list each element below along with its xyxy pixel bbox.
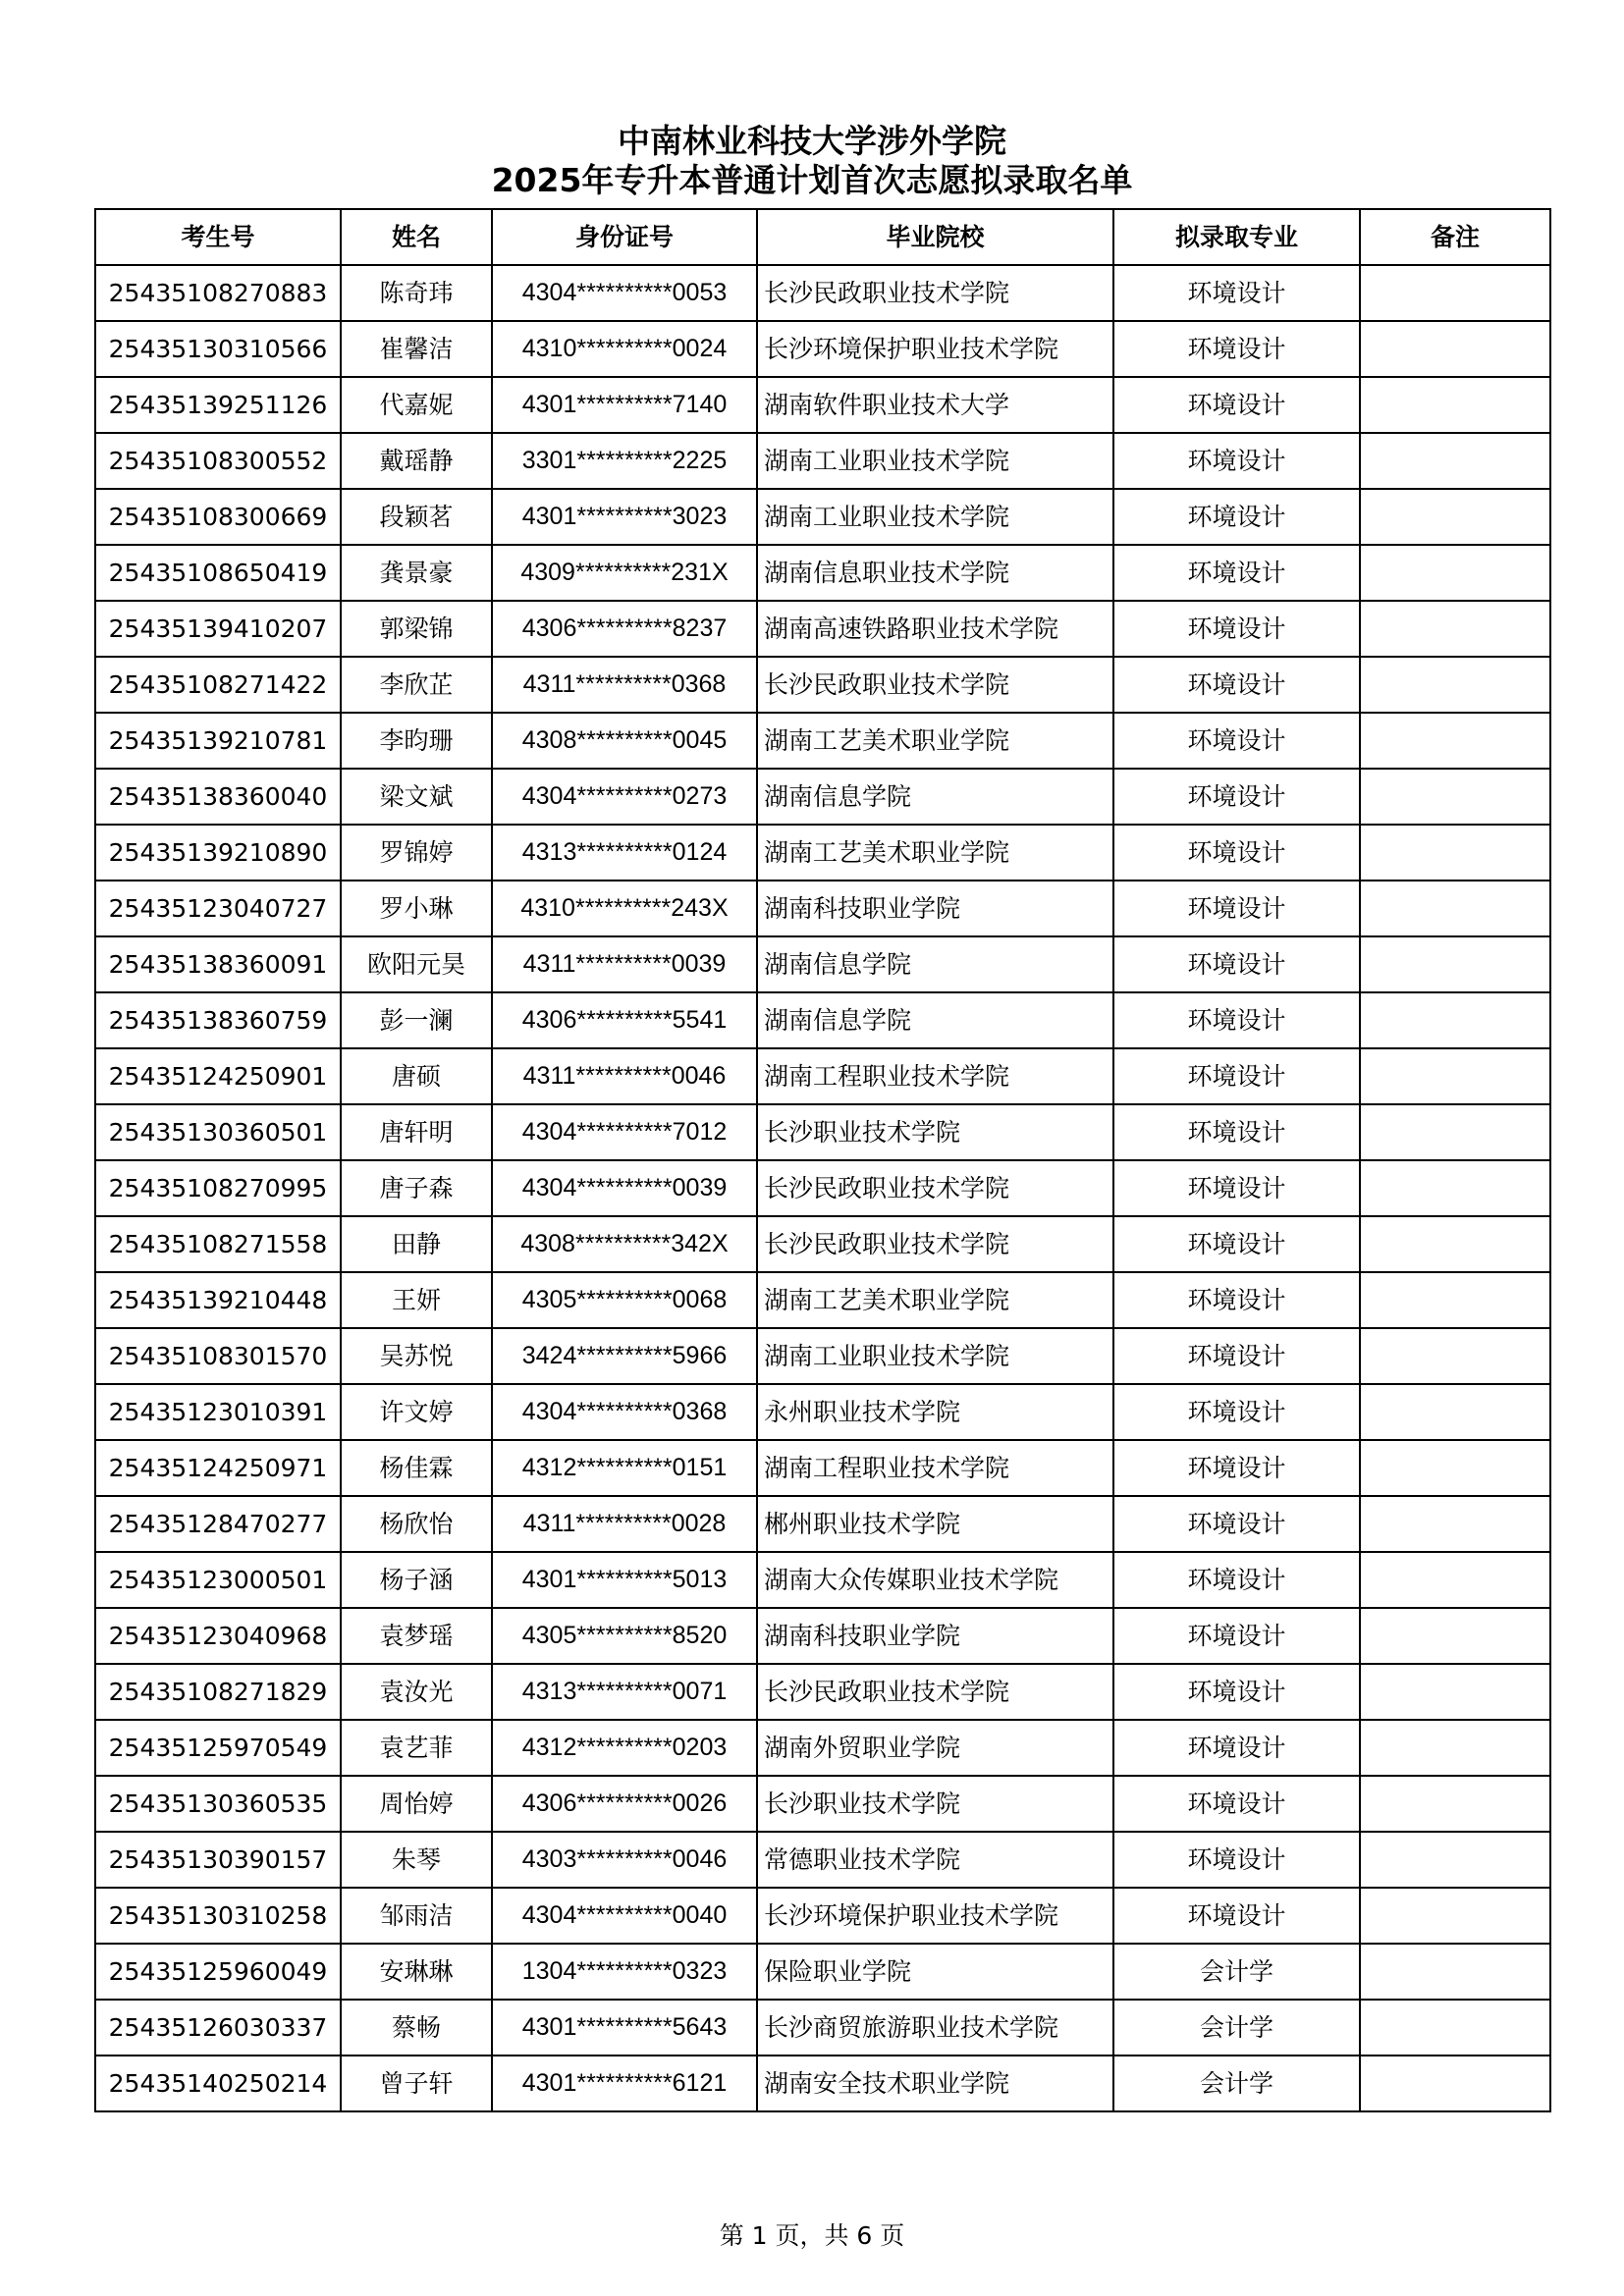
remarks-cell [1360, 1776, 1550, 1832]
student-name-cell: 郭梁锦 [341, 601, 492, 657]
table-row [95, 1496, 1550, 1552]
student-name-cell: 龚景豪 [341, 545, 492, 601]
exam-number-cell: 25435123010391 [95, 1384, 341, 1440]
school-cell: 湖南工艺美术职业学院 [757, 1272, 1113, 1328]
student-name-cell: 欧阳元昊 [341, 936, 492, 992]
id-number-cell: 4304**********0053 [492, 265, 757, 321]
school-cell: 永州职业技术学院 [757, 1384, 1113, 1440]
exam-number-cell: 25435130360501 [95, 1104, 341, 1160]
exam-number-cell: 25435139210448 [95, 1272, 341, 1328]
table-row [95, 1104, 1550, 1160]
school-cell: 长沙民政职业技术学院 [757, 1216, 1113, 1272]
major-cell: 环境设计 [1113, 1608, 1360, 1664]
school-cell: 湖南工业职业技术学院 [757, 489, 1113, 545]
id-number-cell: 3424**********5966 [492, 1328, 757, 1384]
table-row [95, 769, 1550, 825]
student-name-cell: 许文婷 [341, 1384, 492, 1440]
id-number-cell: 4305**********8520 [492, 1608, 757, 1664]
remarks-cell [1360, 825, 1550, 881]
id-number-cell: 4301**********5013 [492, 1552, 757, 1608]
student-name-cell: 袁梦瑶 [341, 1608, 492, 1664]
remarks-cell [1360, 377, 1550, 433]
id-number-cell: 4308**********342X [492, 1216, 757, 1272]
exam-number-cell: 25435124250901 [95, 1048, 341, 1104]
id-number-cell: 4304**********0040 [492, 1888, 757, 1944]
major-cell: 环境设计 [1113, 769, 1360, 825]
id-number-cell: 4303**********0046 [492, 1832, 757, 1888]
school-cell: 湖南工艺美术职业学院 [757, 825, 1113, 881]
school-cell: 长沙职业技术学院 [757, 1776, 1113, 1832]
student-name-cell: 蔡畅 [341, 2000, 492, 2056]
exam-number-cell: 25435108271422 [95, 657, 341, 713]
table-row [95, 1552, 1550, 1608]
major-cell: 会计学 [1113, 2056, 1360, 2111]
exam-number-cell: 25435108271558 [95, 1216, 341, 1272]
id-number-cell: 1304**********0323 [492, 1944, 757, 2000]
major-cell: 环境设计 [1113, 1216, 1360, 1272]
school-cell: 湖南外贸职业学院 [757, 1720, 1113, 1776]
school-cell: 湖南信息学院 [757, 992, 1113, 1048]
table-row [95, 433, 1550, 489]
id-number-cell: 4301**********3023 [492, 489, 757, 545]
remarks-cell [1360, 433, 1550, 489]
major-cell: 环境设计 [1113, 321, 1360, 377]
id-number-cell: 4306**********8237 [492, 601, 757, 657]
remarks-cell [1360, 1216, 1550, 1272]
table-row [95, 1664, 1550, 1720]
major-cell: 环境设计 [1113, 1328, 1360, 1384]
major-cell: 环境设计 [1113, 1720, 1360, 1776]
school-cell: 长沙民政职业技术学院 [757, 657, 1113, 713]
column-header-id-number: 身份证号 [492, 209, 757, 265]
remarks-cell [1360, 2056, 1550, 2111]
school-cell: 湖南工业职业技术学院 [757, 433, 1113, 489]
exam-number-cell: 25435130360535 [95, 1776, 341, 1832]
student-name-cell: 袁艺菲 [341, 1720, 492, 1776]
remarks-cell [1360, 1160, 1550, 1216]
table-row [95, 1608, 1550, 1664]
exam-number-cell: 25435108650419 [95, 545, 341, 601]
major-cell: 环境设计 [1113, 657, 1360, 713]
exam-number-cell: 25435128470277 [95, 1496, 341, 1552]
school-cell: 长沙商贸旅游职业技术学院 [757, 2000, 1113, 2056]
exam-number-cell: 25435138360091 [95, 936, 341, 992]
exam-number-cell: 25435130310258 [95, 1888, 341, 1944]
major-cell: 环境设计 [1113, 713, 1360, 769]
table-row [95, 489, 1550, 545]
table-row [95, 881, 1550, 936]
exam-number-cell: 25435124250971 [95, 1440, 341, 1496]
id-number-cell: 4301**********7140 [492, 377, 757, 433]
student-name-cell: 彭一澜 [341, 992, 492, 1048]
id-number-cell: 4304**********0273 [492, 769, 757, 825]
major-cell: 环境设计 [1113, 377, 1360, 433]
id-number-cell: 4304**********0368 [492, 1384, 757, 1440]
id-number-cell: 4312**********0203 [492, 1720, 757, 1776]
exam-number-cell: 25435139410207 [95, 601, 341, 657]
major-cell: 会计学 [1113, 1944, 1360, 2000]
school-cell: 湖南信息职业技术学院 [757, 545, 1113, 601]
id-number-cell: 4310**********0024 [492, 321, 757, 377]
remarks-cell [1360, 1328, 1550, 1384]
major-cell: 环境设计 [1113, 825, 1360, 881]
table-row [95, 1048, 1550, 1104]
major-cell: 环境设计 [1113, 433, 1360, 489]
remarks-cell [1360, 265, 1550, 321]
major-cell: 环境设计 [1113, 489, 1360, 545]
major-cell: 环境设计 [1113, 1552, 1360, 1608]
id-number-cell: 4305**********0068 [492, 1272, 757, 1328]
student-name-cell: 李欣芷 [341, 657, 492, 713]
id-number-cell: 4308**********0045 [492, 713, 757, 769]
school-cell: 湖南信息学院 [757, 769, 1113, 825]
exam-number-cell: 25435108270995 [95, 1160, 341, 1216]
remarks-cell [1360, 1944, 1550, 2000]
school-cell: 长沙民政职业技术学院 [757, 1664, 1113, 1720]
school-cell: 长沙环境保护职业技术学院 [757, 321, 1113, 377]
page-footer: 第 1 页，共 6 页 [719, 2221, 905, 2250]
school-cell: 湖南科技职业学院 [757, 881, 1113, 936]
student-name-cell: 罗小琳 [341, 881, 492, 936]
major-cell: 环境设计 [1113, 992, 1360, 1048]
exam-number-cell: 25435108270883 [95, 265, 341, 321]
student-name-cell: 田静 [341, 1216, 492, 1272]
major-cell: 环境设计 [1113, 1776, 1360, 1832]
student-name-cell: 安琳琳 [341, 1944, 492, 2000]
table-row [95, 2056, 1550, 2111]
table-row [95, 657, 1550, 713]
major-cell: 环境设计 [1113, 1664, 1360, 1720]
table-row [95, 1720, 1550, 1776]
exam-number-cell: 25435108271829 [95, 1664, 341, 1720]
student-name-cell: 杨欣怡 [341, 1496, 492, 1552]
column-header-major: 拟录取专业 [1113, 209, 1360, 265]
id-number-cell: 4301**********5643 [492, 2000, 757, 2056]
school-cell: 湖南大众传媒职业技术学院 [757, 1552, 1113, 1608]
remarks-cell [1360, 1888, 1550, 1944]
table-row [95, 1160, 1550, 1216]
school-cell: 湖南工程职业技术学院 [757, 1048, 1113, 1104]
admission-list-table [94, 208, 1551, 2112]
id-number-cell: 4310**********243X [492, 881, 757, 936]
student-name-cell: 代嘉妮 [341, 377, 492, 433]
remarks-cell [1360, 1048, 1550, 1104]
table-row [95, 825, 1550, 881]
major-cell: 环境设计 [1113, 1272, 1360, 1328]
major-cell: 环境设计 [1113, 1104, 1360, 1160]
major-cell: 环境设计 [1113, 265, 1360, 321]
major-cell: 环境设计 [1113, 1888, 1360, 1944]
exam-number-cell: 25435126030337 [95, 2000, 341, 2056]
column-header-name: 姓名 [341, 209, 492, 265]
id-number-cell: 4311**********0046 [492, 1048, 757, 1104]
document-title: 中南林业科技大学涉外学院 [618, 122, 1006, 160]
table-row [95, 1944, 1550, 2000]
exam-number-cell: 25435139251126 [95, 377, 341, 433]
exam-number-cell: 25435130310566 [95, 321, 341, 377]
column-header-school: 毕业院校 [757, 209, 1113, 265]
student-name-cell: 李昀珊 [341, 713, 492, 769]
student-name-cell: 段颖茗 [341, 489, 492, 545]
remarks-cell [1360, 1104, 1550, 1160]
exam-number-cell: 25435108300669 [95, 489, 341, 545]
table-row [95, 1888, 1550, 1944]
exam-number-cell: 25435139210781 [95, 713, 341, 769]
remarks-cell [1360, 881, 1550, 936]
school-cell: 湖南工艺美术职业学院 [757, 713, 1113, 769]
table-row [95, 1440, 1550, 1496]
remarks-cell [1360, 1720, 1550, 1776]
id-number-cell: 4309**********231X [492, 545, 757, 601]
table-row [95, 2000, 1550, 2056]
student-name-cell: 唐硕 [341, 1048, 492, 1104]
student-name-cell: 陈奇玮 [341, 265, 492, 321]
major-cell: 会计学 [1113, 2000, 1360, 2056]
school-cell: 长沙环境保护职业技术学院 [757, 1888, 1113, 1944]
school-cell: 湖南工业职业技术学院 [757, 1328, 1113, 1384]
school-cell: 湖南高速铁路职业技术学院 [757, 601, 1113, 657]
school-cell: 长沙职业技术学院 [757, 1104, 1113, 1160]
id-number-cell: 4304**********7012 [492, 1104, 757, 1160]
table-row [95, 992, 1550, 1048]
exam-number-cell: 25435130390157 [95, 1832, 341, 1888]
remarks-cell [1360, 1384, 1550, 1440]
remarks-cell [1360, 657, 1550, 713]
remarks-cell [1360, 545, 1550, 601]
exam-number-cell: 25435125960049 [95, 1944, 341, 2000]
exam-number-cell: 25435108301570 [95, 1328, 341, 1384]
student-name-cell: 杨佳霖 [341, 1440, 492, 1496]
table-row [95, 1216, 1550, 1272]
student-name-cell: 唐子森 [341, 1160, 492, 1216]
student-name-cell: 崔馨洁 [341, 321, 492, 377]
table-row [95, 713, 1550, 769]
table-row [95, 1328, 1550, 1384]
table-row [95, 321, 1550, 377]
exam-number-cell: 25435140250214 [95, 2056, 341, 2111]
table-header-row [95, 209, 1550, 265]
remarks-cell [1360, 2000, 1550, 2056]
school-cell: 常德职业技术学院 [757, 1832, 1113, 1888]
id-number-cell: 4311**********0039 [492, 936, 757, 992]
remarks-cell [1360, 321, 1550, 377]
major-cell: 环境设计 [1113, 1048, 1360, 1104]
id-number-cell: 4311**********0028 [492, 1496, 757, 1552]
school-cell: 湖南科技职业学院 [757, 1608, 1113, 1664]
major-cell: 环境设计 [1113, 936, 1360, 992]
school-cell: 长沙民政职业技术学院 [757, 1160, 1113, 1216]
exam-number-cell: 25435123040727 [95, 881, 341, 936]
school-cell: 郴州职业技术学院 [757, 1496, 1113, 1552]
table-row [95, 601, 1550, 657]
major-cell: 环境设计 [1113, 545, 1360, 601]
student-name-cell: 唐轩明 [341, 1104, 492, 1160]
id-number-cell: 4306**********5541 [492, 992, 757, 1048]
major-cell: 环境设计 [1113, 1832, 1360, 1888]
exam-number-cell: 25435138360759 [95, 992, 341, 1048]
student-name-cell: 戴瑶静 [341, 433, 492, 489]
remarks-cell [1360, 1440, 1550, 1496]
remarks-cell [1360, 1664, 1550, 1720]
column-header-remarks: 备注 [1360, 209, 1550, 265]
school-cell: 湖南信息学院 [757, 936, 1113, 992]
student-name-cell: 曾子轩 [341, 2056, 492, 2111]
student-name-cell: 朱琴 [341, 1832, 492, 1888]
student-name-cell: 梁文斌 [341, 769, 492, 825]
student-name-cell: 王妍 [341, 1272, 492, 1328]
exam-number-cell: 25435108300552 [95, 433, 341, 489]
remarks-cell [1360, 1552, 1550, 1608]
school-cell: 湖南软件职业技术大学 [757, 377, 1113, 433]
remarks-cell [1360, 936, 1550, 992]
school-cell: 湖南安全技术职业学院 [757, 2056, 1113, 2111]
id-number-cell: 4311**********0368 [492, 657, 757, 713]
id-number-cell: 4312**********0151 [492, 1440, 757, 1496]
student-name-cell: 袁汝光 [341, 1664, 492, 1720]
remarks-cell [1360, 992, 1550, 1048]
exam-number-cell: 25435138360040 [95, 769, 341, 825]
school-cell: 保险职业学院 [757, 1944, 1113, 2000]
student-name-cell: 吴苏悦 [341, 1328, 492, 1384]
id-number-cell: 4313**********0071 [492, 1664, 757, 1720]
major-cell: 环境设计 [1113, 1440, 1360, 1496]
remarks-cell [1360, 769, 1550, 825]
table-row [95, 936, 1550, 992]
student-name-cell: 邹雨洁 [341, 1888, 492, 1944]
remarks-cell [1360, 489, 1550, 545]
table-row [95, 265, 1550, 321]
remarks-cell [1360, 1272, 1550, 1328]
major-cell: 环境设计 [1113, 1384, 1360, 1440]
id-number-cell: 4313**********0124 [492, 825, 757, 881]
student-name-cell: 杨子涵 [341, 1552, 492, 1608]
exam-number-cell: 25435139210890 [95, 825, 341, 881]
exam-number-cell: 25435123040968 [95, 1608, 341, 1664]
table-body [95, 265, 1550, 2111]
table-row [95, 1384, 1550, 1440]
remarks-cell [1360, 601, 1550, 657]
student-name-cell: 周怡婷 [341, 1776, 492, 1832]
major-cell: 环境设计 [1113, 601, 1360, 657]
table-row [95, 1832, 1550, 1888]
table-row [95, 1776, 1550, 1832]
remarks-cell [1360, 1496, 1550, 1552]
remarks-cell [1360, 1832, 1550, 1888]
id-number-cell: 4306**********0026 [492, 1776, 757, 1832]
id-number-cell: 4304**********0039 [492, 1160, 757, 1216]
document-subtitle: 2025年专升本普通计划首次志愿拟录取名单 [491, 161, 1133, 199]
table-row [95, 1272, 1550, 1328]
school-cell: 长沙民政职业技术学院 [757, 265, 1113, 321]
remarks-cell [1360, 713, 1550, 769]
major-cell: 环境设计 [1113, 1160, 1360, 1216]
column-header-exam-number: 考生号 [95, 209, 341, 265]
table-row [95, 545, 1550, 601]
exam-number-cell: 25435125970549 [95, 1720, 341, 1776]
school-cell: 湖南工程职业技术学院 [757, 1440, 1113, 1496]
id-number-cell: 4301**********6121 [492, 2056, 757, 2111]
remarks-cell [1360, 1608, 1550, 1664]
exam-number-cell: 25435123000501 [95, 1552, 341, 1608]
table-row [95, 377, 1550, 433]
major-cell: 环境设计 [1113, 1496, 1360, 1552]
student-name-cell: 罗锦婷 [341, 825, 492, 881]
id-number-cell: 3301**********2225 [492, 433, 757, 489]
major-cell: 环境设计 [1113, 881, 1360, 936]
